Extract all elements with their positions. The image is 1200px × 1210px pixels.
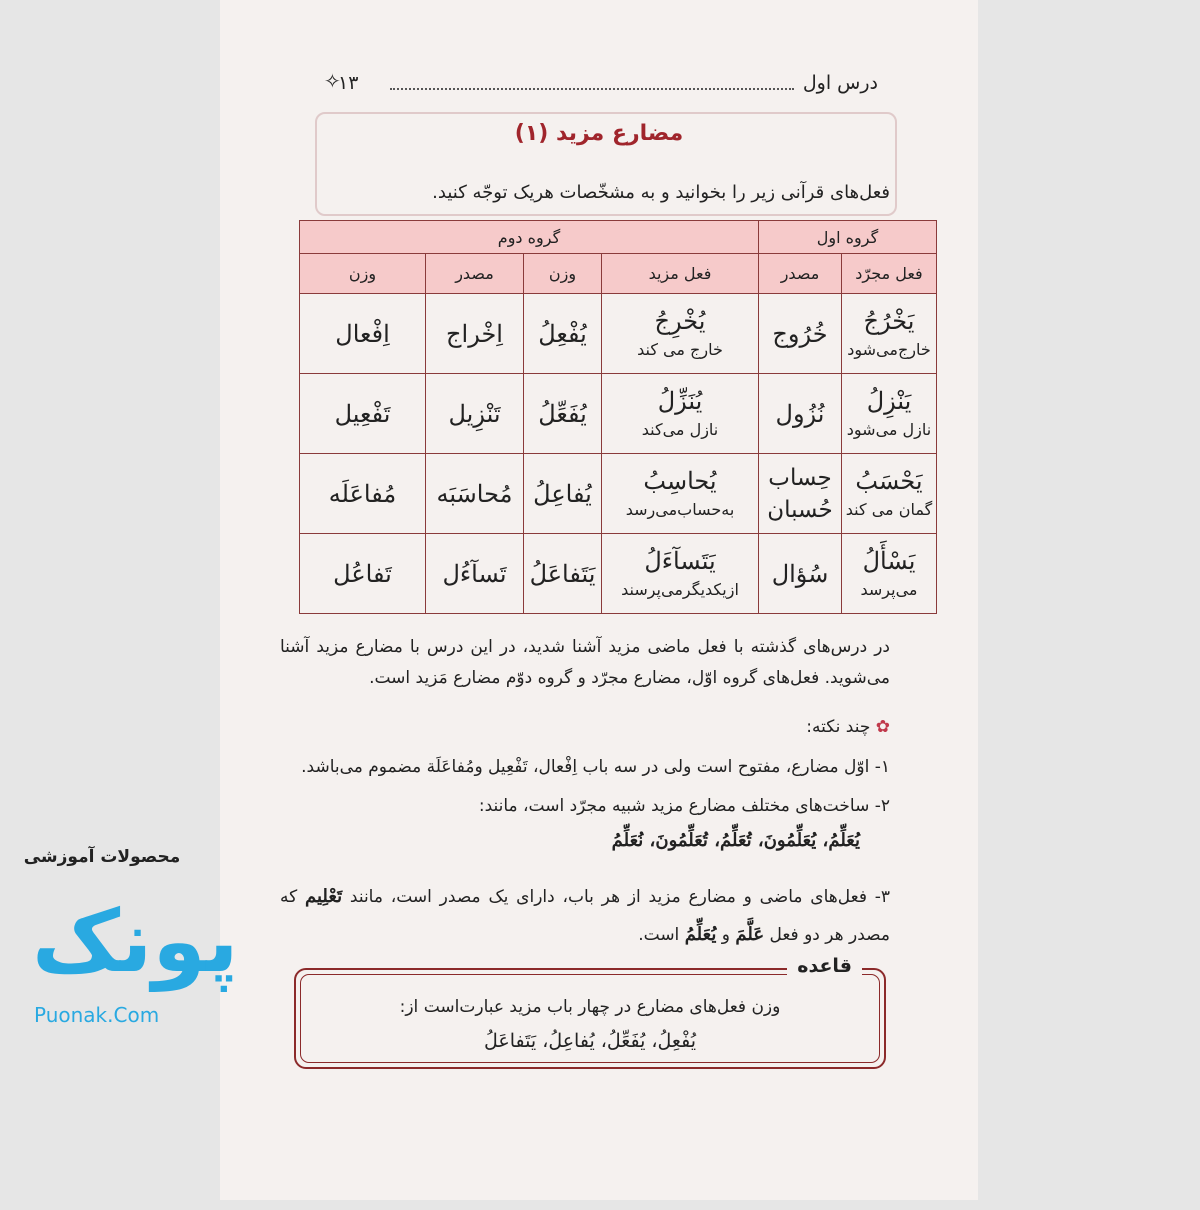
mazid-verb: یَتَسآءَلُ	[644, 546, 716, 575]
rule-title: قاعده	[787, 955, 862, 977]
mazid-meaning: خارج می کند	[637, 339, 723, 359]
masdar2: مُحاسَبَه	[436, 479, 513, 508]
star-icon: ✧	[324, 69, 341, 93]
masdar1-alt: حُسبان	[767, 496, 833, 523]
rule-line-2: یُفْعِلُ، یُفَعِّلُ، یُفاعِلُ، یَتَفاعَلُ	[484, 1030, 696, 1052]
note-3-text-a: ۳- فعل‌های ماضی و مضارع مزید از هر باب، دارای یک مصدر است، مانند	[349, 887, 891, 907]
puonak-logo-icon: پونک	[32, 892, 239, 992]
table-row	[300, 374, 937, 454]
logo-tagline: محصولات آموزشی	[23, 847, 181, 867]
puonak-watermark	[0, 830, 239, 1210]
note-3-text-b: که مصدر هر دو فعل	[280, 887, 890, 945]
group1-header: گروه اول	[759, 221, 937, 254]
wazn2: تَفْعِیل	[334, 399, 391, 428]
col-masdar2: مصدر	[426, 254, 524, 294]
note-2: ۲- ساخت‌های مختلف مضارع مزید شبیه مجرّد است، مانند:	[478, 796, 890, 816]
masdar1: حِساب	[768, 464, 832, 491]
table-row	[300, 454, 937, 534]
intro-text: فعل‌های قرآنی زیر را بخوانید و به مشخّصات هریک توجّه کنید.	[432, 182, 890, 203]
note-3-word-1: عَلَّمَ	[735, 924, 765, 945]
mazid-meaning: به‌حساب‌می‌رسد	[625, 499, 735, 519]
paragraph-intro: در درس‌های گذشته با فعل ماضی مزید آشنا شدید، در این درس با مضارع مزید آشنا می‌شوید. فعل‌های گروه اوّل، مضارع مجرّد و گروه دوّم مضارع مَزید است.	[280, 637, 890, 688]
table-row	[300, 534, 937, 614]
col-mujarrad: فعل مجرّد	[842, 254, 937, 294]
mujarrad-verb: یَسْأَلُ	[862, 546, 916, 575]
rule-box	[294, 955, 886, 1069]
verbs-table	[299, 220, 937, 614]
masdar2: تَسآءُل	[442, 559, 507, 588]
rule-line-1: وزن فعل‌های مضارع در چهار باب مزید عبارت‌است از:	[399, 997, 781, 1017]
mujarrad-verb: یَخْرُجُ	[863, 306, 915, 335]
notes-title: چند نکته:	[806, 717, 871, 737]
page-number: ۱۳	[338, 72, 359, 94]
mujarrad-meaning: می‌پرسد	[860, 579, 918, 599]
logo-url: Puonak.Com	[34, 1003, 160, 1027]
page-header	[324, 69, 878, 100]
wazn1: یُفْعِلُ	[538, 319, 587, 348]
wazn1: یَتَفاعَلُ	[529, 559, 596, 588]
col-masdar1: مصدر	[759, 254, 842, 294]
note-3-end: است.	[638, 925, 680, 945]
group2-header: گروه دوم	[300, 221, 759, 254]
wazn1: یُفَعِّلُ	[538, 399, 587, 428]
mazid-verb: یُحاسِبُ	[643, 466, 717, 495]
mujarrad-meaning: خارج‌می‌شود	[847, 339, 931, 359]
note-2-examples: یُعَلِّمُ، یُعَلِّمُونَ، تُعَلِّمُ، تُعَلِّمُونَ، نُعَلِّمُ	[611, 830, 860, 851]
note-3-word-2: یُعَلِّمُ	[684, 924, 717, 945]
note-1: ۱- اوّل مضارع، مفتوح است ولی در سه باب اِفْعال، تَفْعِیل ومُفاعَلَة مضموم می‌باشد.	[301, 757, 890, 777]
note-3-word: تَعْلِیم	[305, 886, 343, 907]
rule-body	[296, 990, 884, 1058]
header-dots	[390, 88, 794, 90]
mujarrad-meaning: نازل می‌شود	[846, 419, 932, 439]
lesson-label: درس اول	[802, 72, 878, 94]
note-2-examples-line	[280, 825, 860, 857]
col-mazid: فعل مزید	[602, 254, 759, 294]
wazn2: مُفاعَلَه	[328, 479, 397, 508]
notes-heading	[280, 712, 890, 743]
mazid-meaning: ازیکدیگرمی‌پرسند	[621, 579, 739, 599]
note-3-and: و	[721, 925, 730, 945]
wazn2: تَفاعُل	[333, 559, 392, 588]
section-title: مضارع مزید (۱)	[514, 121, 684, 146]
mujarrad-meaning: گمان می کند	[845, 499, 933, 519]
col-wazn1: وزن	[524, 254, 602, 294]
table-row	[300, 294, 937, 374]
mujarrad-verb: یَنْزِلُ	[866, 386, 912, 415]
col-wazn2: وزن	[300, 254, 426, 294]
masdar2: تَنْزِیل	[448, 399, 501, 428]
mazid-verb: یُخْرِجُ	[654, 306, 706, 335]
masdar1: خُرُوج	[772, 319, 828, 348]
masdar1: نُزُول	[775, 399, 825, 428]
note-3	[280, 878, 890, 954]
masdar2: اِخْراج	[446, 319, 503, 348]
mazid-meaning: نازل می‌کند	[641, 419, 719, 439]
mazid-verb: یُنَزِّلُ	[657, 386, 703, 415]
book-page	[220, 0, 978, 1200]
wazn1: یُفاعِلُ	[533, 479, 592, 508]
mujarrad-verb: یَحْسَبُ	[855, 466, 923, 495]
flower-bullet-icon: ✿	[875, 717, 890, 737]
masdar1: سُؤال	[771, 559, 829, 588]
wazn2: اِفْعال	[335, 319, 390, 348]
